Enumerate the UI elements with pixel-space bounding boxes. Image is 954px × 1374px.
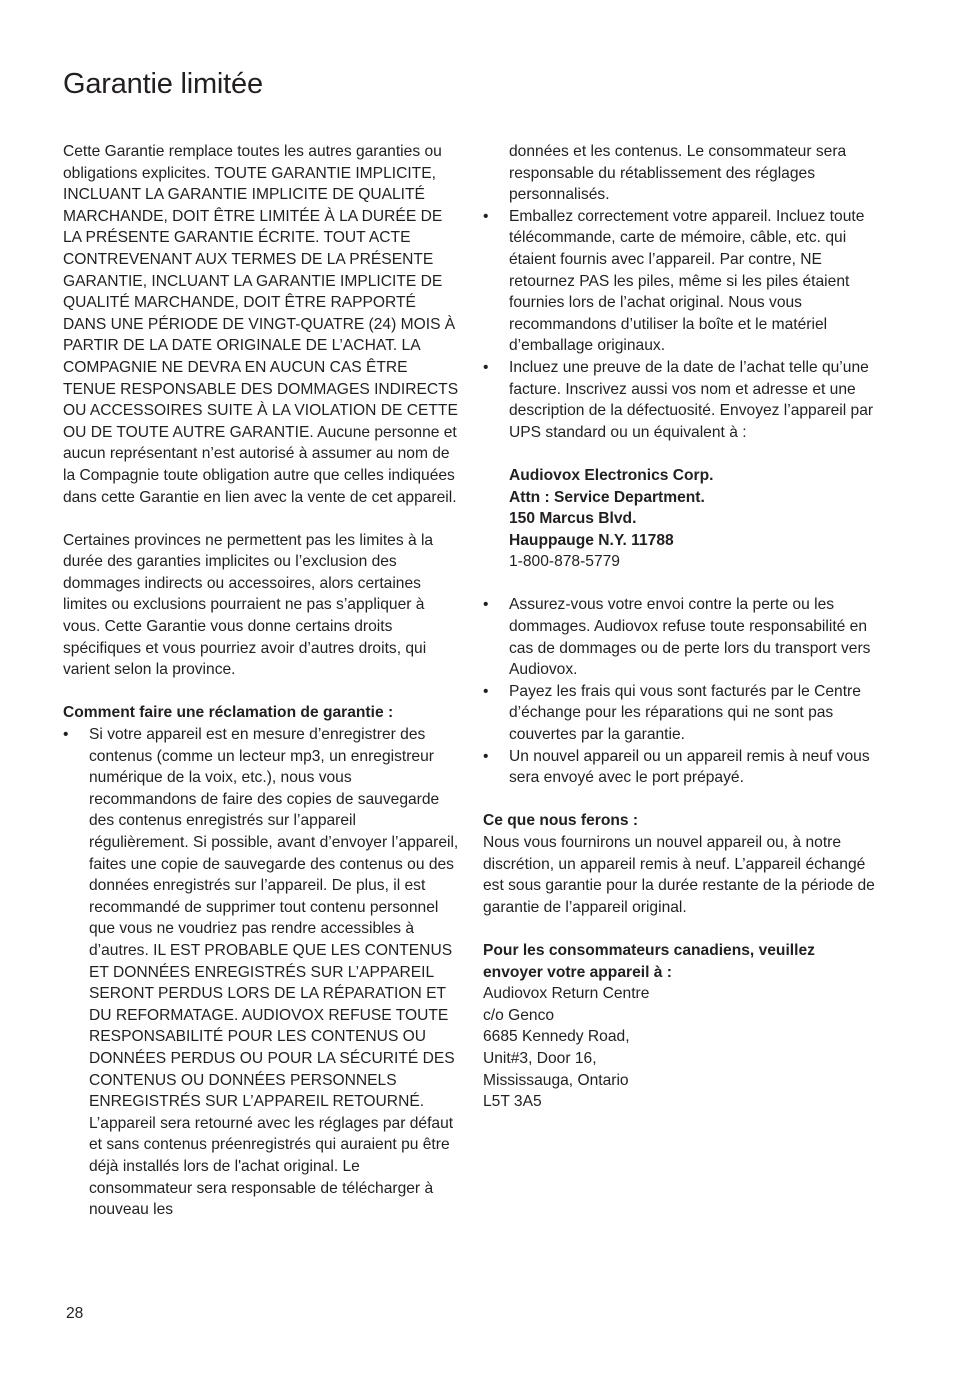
address-line: Audiovox Return Centre	[483, 985, 650, 1003]
us-service-address	[483, 465, 879, 573]
address-line: Audiovox Electronics Corp.	[509, 466, 714, 484]
what-we-do-heading: Ce que nous ferons :	[483, 812, 639, 830]
phone-number: 1-800-878-5779	[509, 553, 620, 571]
claim-heading: Comment faire une réclamation de garantie :	[63, 704, 394, 722]
address-line: L5T 3A5	[483, 1093, 542, 1111]
list-item: • Incluez une preuve de la date de l’achat telle qu’une facture. Inscrivez aussi vos nom et adresse et une description de la défectuosité. Envoyez l’appareil par UPS standard ou un équivalent à :	[483, 357, 879, 443]
canada-heading: Pour les consommateurs canadiens, veuillez envoyer votre appareil à :	[483, 941, 815, 981]
address-line: Unit#3, Door 16,	[483, 1049, 597, 1067]
left-column	[63, 141, 459, 1221]
address-line: Hauppauge N.Y. 11788	[509, 531, 674, 549]
shipping-steps-list	[483, 594, 879, 788]
list-item: • Si votre appareil est en mesure d’enregistrer des contenus (comme un lecteur mp3, un enregistreur numérique de la voix, etc.), nous vous recommandons de faire des copies de sauvegarde des contenus enregistrés sur l’appareil régulièrement. Si possible, avant d’envoyer l’appareil, faites une copie de sauvegarde des contenus ou des données enregistrés sur l’appareil. De plus, il est recommandé de supprimer tout contenu personnel que vous ne voudriez pas rendre accessibles à d’autres. IL EST PROBABLE QUE LES CONTENUS ET DONNÉES ENREGISTRÉS SUR L’APPAREIL SERONT PERDUS LORS DE LA RÉPARATION ET DU REFORMATAGE. AUDIOVOX REFUSE TOUTE RESPONSABILITÉ POUR LES CONTENUS OU DONNÉES PERDUS OU POUR LA SÉCURITÉ DES CONTENUS OU DONNÉES PERSONNELS ENREGISTRÉS SUR L’APPAREIL RETOURNÉ. L’appareil sera retourné avec les réglages par défaut et sans contenus préenregistrés qui auraient pu être déjà installés lors de l'achat original. Le consommateur sera responsable de télécharger à nouveau les	[63, 724, 459, 1221]
address-line: 150 Marcus Blvd.	[509, 510, 637, 528]
warranty-paragraph: Cette Garantie remplace toutes les autres garanties ou obligations explicites. TOUTE GARANTIE IMPLICITE, INCLUANT LA GARANTIE IMPLICITE DE QUALITÉ MARCHANDE, DOIT ÊTRE LIMITÉE À LA DURÉE DE LA PRÉSENTE GARANTIE ÉCRITE. TOUT ACTE CONTREVENANT AUX TERMES DE LA PRÉSENTE GARANTIE, INCLUANT LA GARANTIE IMPLICITE DE QUALITÉ MARCHANDE, DOIT ÊTRE RAPPORTÉ DANS UNE PÉRIODE DE VINGT-QUATRE (24) MOIS À PARTIR DE LA DATE ORIGINALE DE L’ACHAT. LA COMPAGNIE NE DEVRA EN AUCUN CAS ÊTRE TENUE RESPONSABLE DES DOMMAGES INDIRECTS OU ACCESSOIRES SUITE À LA VIOLATION DE CETTE OU DE TOUTE AUTRE GARANTIE. Aucune personne et aucun représentant n’est autorisé à assumer au nom de la Compagnie toute obligation autre que celles indiquées dans cette Garantie en lien avec la vente de cet appareil.	[63, 143, 459, 506]
list-item: • Payez les frais qui vous sont facturés par le Centre d’échange pour les réparations qui ne sont pas couvertes par la garantie.	[483, 681, 879, 746]
claim-steps-list-continued	[483, 206, 879, 444]
list-item: • Un nouvel appareil ou un appareil remis à neuf vous sera envoyé avec le port prépayé.	[483, 746, 879, 789]
page-title: Garantie limitée	[63, 68, 263, 100]
address-line: c/o Genco	[483, 1006, 555, 1024]
provinces-paragraph: Certaines provinces ne permettent pas les limites à la durée des garanties implicites ou l’exclusion des dommages indirects ou accessoires, alors certaines limites ou exclusions pourraient ne pas s’appliquer à vous. Cette Garantie vous donne certains droits spécifiques et vous pourriez avoir d’autres droits, qui varient selon la province.	[63, 531, 434, 679]
what-we-do-text: Nous vous fournirons un nouvel appareil ou, à notre discrétion, un appareil remis à neuf. L’appareil échangé est sous garantie pour la durée restante de la période de garantie de l’appareil original.	[483, 834, 875, 916]
address-line: Mississauga, Ontario	[483, 1071, 629, 1089]
canada-return-address	[483, 983, 879, 1113]
address-line: 6685 Kennedy Road,	[483, 1028, 630, 1046]
claim-steps-list	[63, 724, 459, 1221]
page-number: 28	[66, 1305, 84, 1322]
address-line: Attn : Service Department.	[509, 488, 705, 506]
list-item: • Emballez correctement votre appareil. Incluez toute télécommande, carte de mémoire, câble, etc. qui étaient fournis avec l’appareil. Par contre, NE retournez PAS les piles, même si les piles étaient fournies lors de l’achat original. Nous vous recommandons d’utiliser la boîte et le matériel d’emballage originaux.	[483, 206, 879, 357]
list-item-continued: données et les contenus. Le consommateur sera responsable du rétablissement des réglages personnalisés.	[509, 143, 847, 204]
list-item: • Assurez-vous votre envoi contre la perte ou les dommages. Audiovox refuse toute responsabilité en cas de dommages ou de perte lors du transport vers Audiovox.	[483, 594, 879, 680]
right-column	[483, 141, 879, 1113]
